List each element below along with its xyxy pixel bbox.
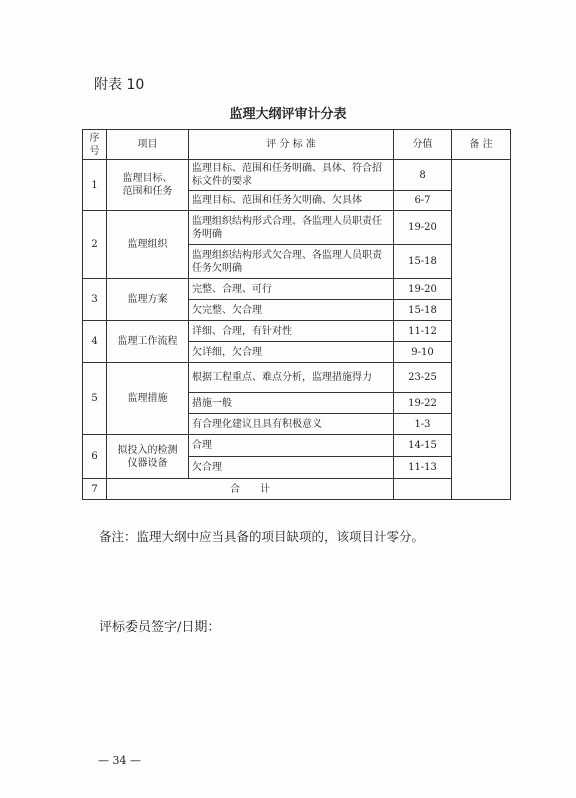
row-item: 监理组织 bbox=[107, 211, 189, 279]
page-number: — 34 — bbox=[98, 754, 141, 767]
row-criteria: 监理目标、范围和任务欠明确、欠具体 bbox=[189, 191, 394, 211]
table-row bbox=[83, 363, 511, 393]
header-item: 项目 bbox=[107, 130, 189, 160]
score-table bbox=[82, 129, 511, 500]
row-score: 11-13 bbox=[394, 457, 452, 479]
table-header-row bbox=[83, 130, 511, 160]
table-row bbox=[83, 279, 511, 300]
row-criteria: 监理目标、范围和任务明确、具体、符合招标文件的要求 bbox=[189, 160, 394, 191]
table-row bbox=[83, 160, 511, 191]
row-criteria: 欠合理 bbox=[189, 457, 394, 479]
header-seq: 序 号 bbox=[83, 130, 107, 160]
row-seq: 4 bbox=[83, 321, 107, 363]
row-criteria: 监理组织结构形式欠合理、各监理人员职责任务欠明确 bbox=[189, 245, 394, 279]
row-score: 23-25 bbox=[394, 363, 452, 393]
table-title: 监理大纲评审计分表 bbox=[229, 107, 347, 122]
table-body bbox=[83, 160, 511, 500]
total-seq: 7 bbox=[83, 479, 107, 500]
row-criteria: 监理组织结构形式合理、各监理人员职责任务明确 bbox=[189, 211, 394, 245]
row-score: 14-15 bbox=[394, 435, 452, 457]
row-score: 19-20 bbox=[394, 279, 452, 300]
total-row bbox=[83, 479, 511, 500]
row-criteria: 欠完整、欠合理 bbox=[189, 300, 394, 321]
row-score: 11-12 bbox=[394, 321, 452, 342]
row-score: 8 bbox=[394, 160, 452, 191]
footnote: 备注：监理大纲中应当具备的项目缺项的，该项目计零分。 bbox=[99, 529, 425, 544]
row-item: 监理措施 bbox=[107, 363, 189, 435]
header-remark: 备 注 bbox=[452, 130, 511, 160]
table-row bbox=[83, 435, 511, 457]
row-item: 拟投入的检测 仪器设备 bbox=[107, 435, 189, 479]
row-item: 监理目标、 范围和任务 bbox=[107, 160, 189, 211]
row-criteria: 完整、合理、可行 bbox=[189, 279, 394, 300]
row-score: 19-22 bbox=[394, 393, 452, 414]
row-score: 15-18 bbox=[394, 300, 452, 321]
row-seq: 3 bbox=[83, 279, 107, 321]
row-criteria: 有合理化建议且具有积极意义 bbox=[189, 414, 394, 435]
row-criteria: 根据工程重点、难点分析，监理措施得力 bbox=[189, 363, 394, 393]
row-item: 监理工作流程 bbox=[107, 321, 189, 363]
attachment-label: 附表 10 bbox=[94, 77, 145, 93]
table-row bbox=[83, 211, 511, 245]
table-row bbox=[83, 321, 511, 342]
row-criteria: 措施一般 bbox=[189, 393, 394, 414]
row-seq: 1 bbox=[83, 160, 107, 211]
row-score: 6-7 bbox=[394, 191, 452, 211]
header-score: 分值 bbox=[394, 130, 452, 160]
row-item: 监理方案 bbox=[107, 279, 189, 321]
header-criteria: 评 分 标 准 bbox=[189, 130, 394, 160]
row-criteria: 详细、合理，有针对性 bbox=[189, 321, 394, 342]
row-score: 1-3 bbox=[394, 414, 452, 435]
row-score: 19-20 bbox=[394, 211, 452, 245]
row-seq: 5 bbox=[83, 363, 107, 435]
row-score: 9-10 bbox=[394, 342, 452, 363]
signature-line: 评标委员签字/日期： bbox=[99, 620, 221, 635]
row-seq: 6 bbox=[83, 435, 107, 479]
total-score bbox=[394, 479, 452, 500]
row-criteria: 欠详细，欠合理 bbox=[189, 342, 394, 363]
row-seq: 2 bbox=[83, 211, 107, 279]
row-criteria: 合理 bbox=[189, 435, 394, 457]
remark-cell bbox=[452, 160, 511, 500]
row-score: 15-18 bbox=[394, 245, 452, 279]
total-label: 合 计 bbox=[107, 479, 394, 500]
